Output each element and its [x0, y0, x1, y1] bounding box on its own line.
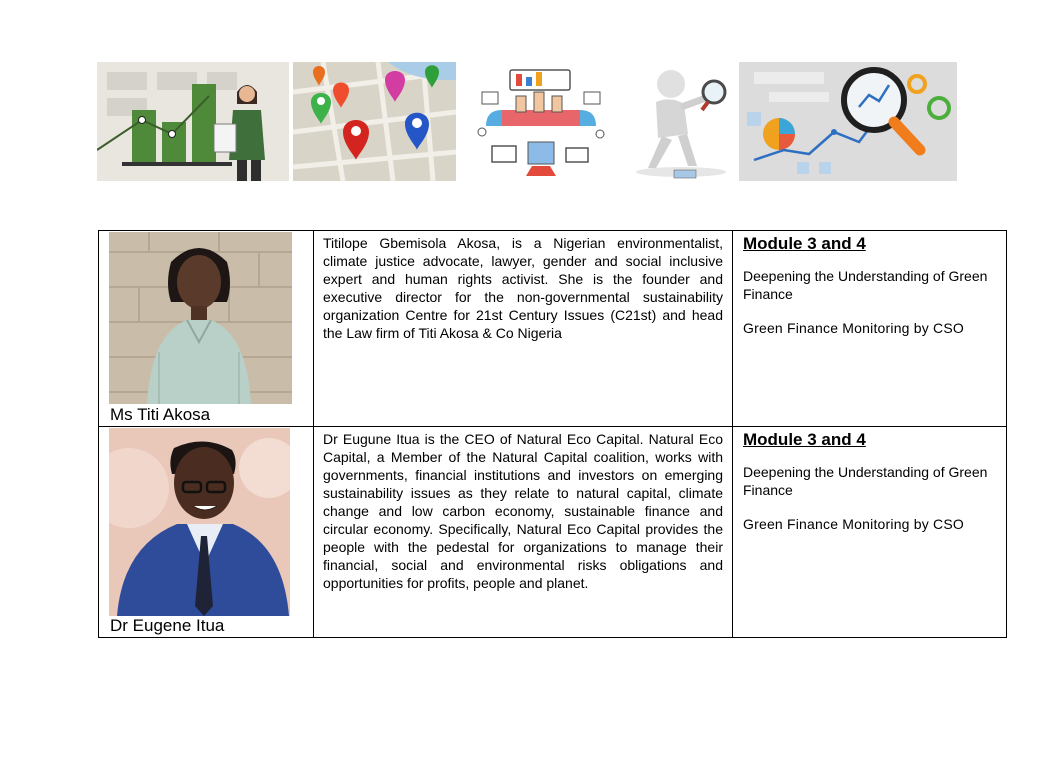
- speaker-bio-cell: [314, 427, 733, 638]
- module-monitoring: Green Finance Monitoring by CSO: [743, 320, 964, 336]
- speaker-name: Ms Titi Akosa: [110, 405, 211, 424]
- speaker-bio-cell: [314, 231, 733, 427]
- banner-business-icons-image: [472, 62, 610, 181]
- speaker-module-cell: [733, 427, 1007, 638]
- speaker-photo-cell: [99, 231, 314, 427]
- banner-growth-chart-image: [97, 62, 289, 181]
- banner-magnifier-figure-image: [626, 62, 733, 181]
- speaker-name: Dr Eugene Itua: [110, 616, 225, 635]
- speaker-module-cell: [733, 231, 1007, 427]
- module-title: Module 3 and 4: [743, 430, 866, 449]
- module-monitoring: Green Finance Monitoring by CSO: [743, 516, 964, 532]
- speaker-bio: Titilope Gbemisola Akosa, is a Nigerian environmentalist, climate justice advocate, lawyer, gender and social inclusive expert and human rights activist. She is the founder and executive director for the non-governmental sustainability organization Centre for 21st Century Issues (C21st) and head the Law firm of Titi Akosa & Co Nigeria: [323, 235, 723, 341]
- speaker-photo-cell: [99, 427, 314, 638]
- banner-data-analysis-image: [739, 62, 957, 181]
- table-row: [99, 427, 1007, 638]
- module-topic: Deepening the Understanding of Green Finance: [743, 464, 988, 498]
- banner-map-pins-image: [293, 62, 456, 181]
- portrait-man-photo: [109, 428, 290, 616]
- module-topic: Deepening the Understanding of Green Finance: [743, 268, 988, 302]
- speaker-bio: Dr Eugune Itua is the CEO of Natural Eco Capital. Natural Eco Capital, a Member of the Natural Capital coalition, works with governments, financial institutions and investors on emerging sustainability issues as they relate to natural capital, climate change and low carbon economy, sustainable finance and circular economy. Specifically, Natural Eco Capital provides the people with the pedestal for organizations to manage their financial, social and environmental risks obligations and opportunities for profits, people and planet.: [323, 431, 723, 591]
- speakers-table: [98, 230, 1007, 638]
- table-row: [99, 231, 1007, 427]
- module-title: Module 3 and 4: [743, 234, 866, 253]
- portrait-woman-photo: [109, 232, 292, 404]
